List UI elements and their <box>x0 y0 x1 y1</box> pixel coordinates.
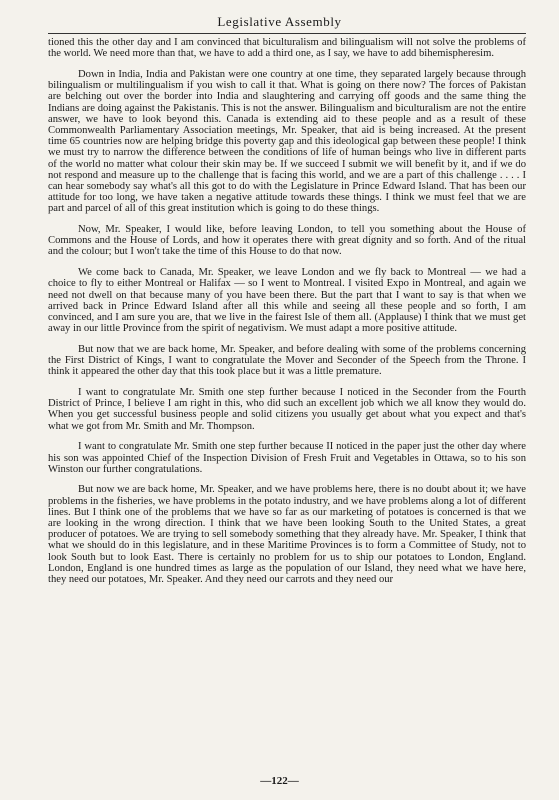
paragraph-7: I want to congratulate Mr. Smith one step further because II noticed in the paper just the other day where his son was appointed Chief of the Inspection Division of Fresh Fruit and Vegetables in Ottawa, so to his son Winston our further congratulations. <box>48 441 526 475</box>
paragraph-1: tioned this the other day and I am convinced that biculturalism and bilingualism will not solve the problems of the world. We need more than that, we have to add a third one, as I say, we have to add bihemispheresim. <box>48 37 526 60</box>
page-number: —122— <box>260 775 299 787</box>
header-rule <box>48 33 526 34</box>
paragraph-2: Down in India, India and Pakistan were one country at one time, they separated largely because through bilingualism or multilingualism if you wish to call it that. What is going on there now? The forces of Pakistan are belching out over the border into India and slaughtering and carrying off goods and the same thing the Indians are doing against the Pakistanis. This is not the answer. Bilingualism and biculturalism are not the entire answer, we have to look beyond this. Canada is extending aid to these people and as a result of these Commonwealth Parliamentary Association meetings, Mr. Speaker, that aid is being increased. At the present time 65 countries now are helping bridge this poverty gap and this ideological gap between these people! I think we must try to narrow the difference between the conditions of life of human beings who live in different parts of the world no matter what colour their skin may be. If we succeed I submit we will benefit by it, and if we do not respond and measure up to the challenge that is facing this world, and we are a part of this challenge . . . . I can hear somebody say what's all this got to do with the Legislature in Prince Edward Island. That has been our attitude for too long, we have taken a negative attitude towards these things. I think we must feel that we are part and parcel of all of this great institution which is going to do these things. <box>48 68 526 215</box>
paragraph-6: I want to congratulate Mr. Smith one step further because I noticed in the Seconder from the Fourth District of Prince, I believe I am right in this, who did such an excellent job which we all know they would do. When you get successful business people and solid citizens you usually get about what you expect and that's what we got from Mr. Smith and Mr. Thompson. <box>48 386 526 432</box>
page-body <box>48 37 526 595</box>
paragraph-4: We come back to Canada, Mr. Speaker, we leave London and we fly back to Montreal — we had a choice to fly to either Montreal or Halifax — so I went to Montreal. I visited Expo in Montreal, and again we need not dwell on that because many of you have been there. But the part that I want to say is that when we arrived back in Prince Edward Island after all this while and seeing all these people and so forth, I am convinced, and I am sure you are, that we live in the fairest Isle of them all. (Applause) I think that we must get away in our little Province from the spirit of negativism. We must adapt a more positive attitude. <box>48 267 526 335</box>
page-header-title: Legislative Assembly <box>217 14 342 29</box>
paragraph-3: Now, Mr. Speaker, I would like, before leaving London, to tell you something about the House of Commons and the House of Lords, and how it operates there with great dignity and so forth. And of the ritual and the colour; but I won't take the time of this House to do that now. <box>48 224 526 258</box>
paragraph-8: But now we are back home, Mr. Speaker, and we have problems here, there is no doubt about it; we have problems in the fisheries, we have problems in the potato industry, and we have problems along a lot of different lines. But I think one of the problems that we have so far as our marketing of potatoes is concerned is that we are looking in the wrong direction. I think that we have been looking South to the United States, a great producer of potatoes. We are trying to sell somebody something that they already have. Mr. Speaker, I think that what we should do in this legislature, and in these Maritime Provinces is to form a Committee of Study, not to look South but to look East. There is certainly no problem for us to ship our potatoes to London, England. London, England is one hundred times as large as the population of our Island, they need what we have here, they need our potatoes, Mr. Speaker. And they need our carrots and they need our <box>48 484 526 586</box>
paragraph-5: But now that we are back home, Mr. Speaker, and before dealing with some of the problems concerning the First District of Kings, I want to congratulate the Mover and Seconder of the Speech from the Throne. I think it appeared the other day that this took place but it was a little premature. <box>48 343 526 378</box>
